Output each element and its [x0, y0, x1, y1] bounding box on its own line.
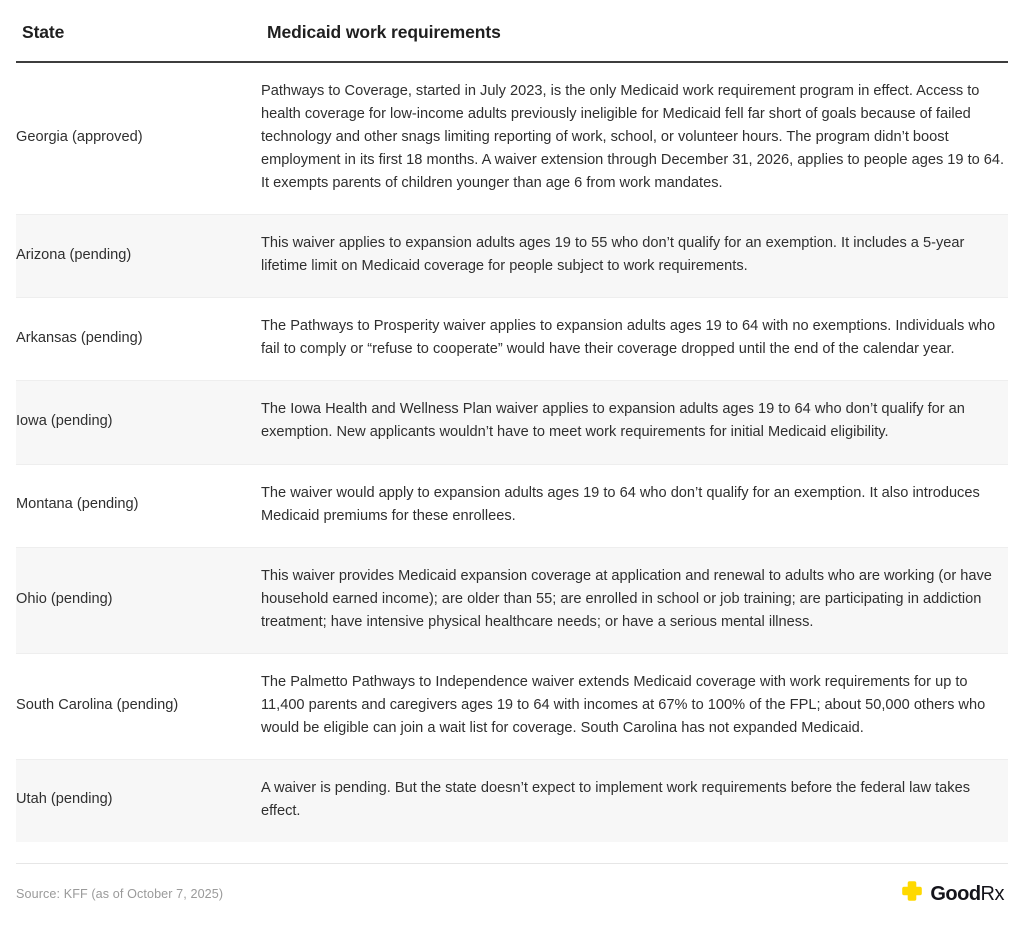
- brand-word-good: Good: [930, 882, 981, 905]
- table-body: [16, 62, 1008, 842]
- cell-requirements: A waiver is pending. But the state doesn’t expect to implement work requirements before the federal law takes effect.: [261, 759, 1008, 842]
- cell-state: South Carolina (pending): [16, 653, 261, 759]
- table-row: [16, 547, 1008, 653]
- plus-icon: [901, 880, 923, 907]
- table-row: [16, 653, 1008, 759]
- goodrx-logo: [901, 880, 1008, 907]
- cell-requirements: The Iowa Health and Wellness Plan waiver applies to expansion adults ages 19 to 64 who don’t qualify for an exemption. New applicants wouldn’t have to meet work requirements for initial Medicaid eligibility.: [261, 381, 1008, 464]
- table-header-row: [16, 22, 1008, 62]
- table-row: [16, 381, 1008, 464]
- cell-state: Arkansas (pending): [16, 298, 261, 381]
- brand-wordmark: [930, 884, 1004, 904]
- cell-state: Utah (pending): [16, 759, 261, 842]
- table-row: [16, 215, 1008, 298]
- source-note: Source: KFF (as of October 7, 2025): [16, 886, 224, 901]
- table-row: [16, 464, 1008, 547]
- footer: [16, 863, 1008, 907]
- column-header-requirements: Medicaid work requirements: [261, 22, 1008, 62]
- cell-state: Iowa (pending): [16, 381, 261, 464]
- cell-state: Georgia (approved): [16, 129, 143, 146]
- cell-state: Ohio (pending): [16, 547, 261, 653]
- cell-requirements: The Pathways to Prosperity waiver applies to expansion adults ages 19 to 64 with no exemptions. Individuals who fail to comply or “refuse to cooperate” would have their coverage dropped until the end of the calendar year.: [261, 298, 1008, 381]
- infographic-table-page: [0, 22, 1024, 927]
- brand-word-rx: Rx: [980, 882, 1004, 905]
- cell-state: Montana (pending): [16, 464, 261, 547]
- cell-requirements: Pathways to Coverage, started in July 2023, is the only Medicaid work requirement program in effect. Access to health coverage for low-income adults previously ineligible for Medicaid fell far short of goals because of failed technology and other snags limiting reporting of work, school, or volunteer hours. The program didn’t boost employment in its first 18 months. A waiver extension through December 31, 2026, applies to people ages 19 to 64. It exempts parents of children younger than age 6 from work mandates.: [261, 83, 1005, 192]
- table-row: [16, 298, 1008, 381]
- table-header: [16, 22, 1008, 62]
- cell-requirements: The waiver would apply to expansion adults ages 19 to 64 who don’t qualify for an exemption. It also introduces Medicaid premiums for these enrollees.: [261, 464, 1008, 547]
- column-header-state: State: [16, 22, 261, 62]
- table-row: [16, 62, 1008, 215]
- cell-requirements: This waiver provides Medicaid expansion coverage at application and renewal to adults who are working (or have household earned income); are older than 55; are enrolled in school or job training; are participating in addiction treatment; have intensive physical healthcare needs; or have a serious mental illness.: [261, 547, 1008, 653]
- table-row: [16, 759, 1008, 842]
- medicaid-work-requirements-table: [16, 22, 1008, 842]
- cell-state: Arizona (pending): [16, 215, 261, 298]
- cell-requirements: The Palmetto Pathways to Independence waiver extends Medicaid coverage with work requirements for up to 11,400 parents and caregivers ages 19 to 64 with incomes at 67% to 100% of the FPL; about 50,000 others who would be eligible can join a wait list for coverage. South Carolina has not expanded Medicaid.: [261, 653, 1008, 759]
- cell-requirements: This waiver applies to expansion adults ages 19 to 55 who don’t qualify for an exemption. It includes a 5-year lifetime limit on Medicaid coverage for people subject to work requirements.: [261, 215, 1008, 298]
